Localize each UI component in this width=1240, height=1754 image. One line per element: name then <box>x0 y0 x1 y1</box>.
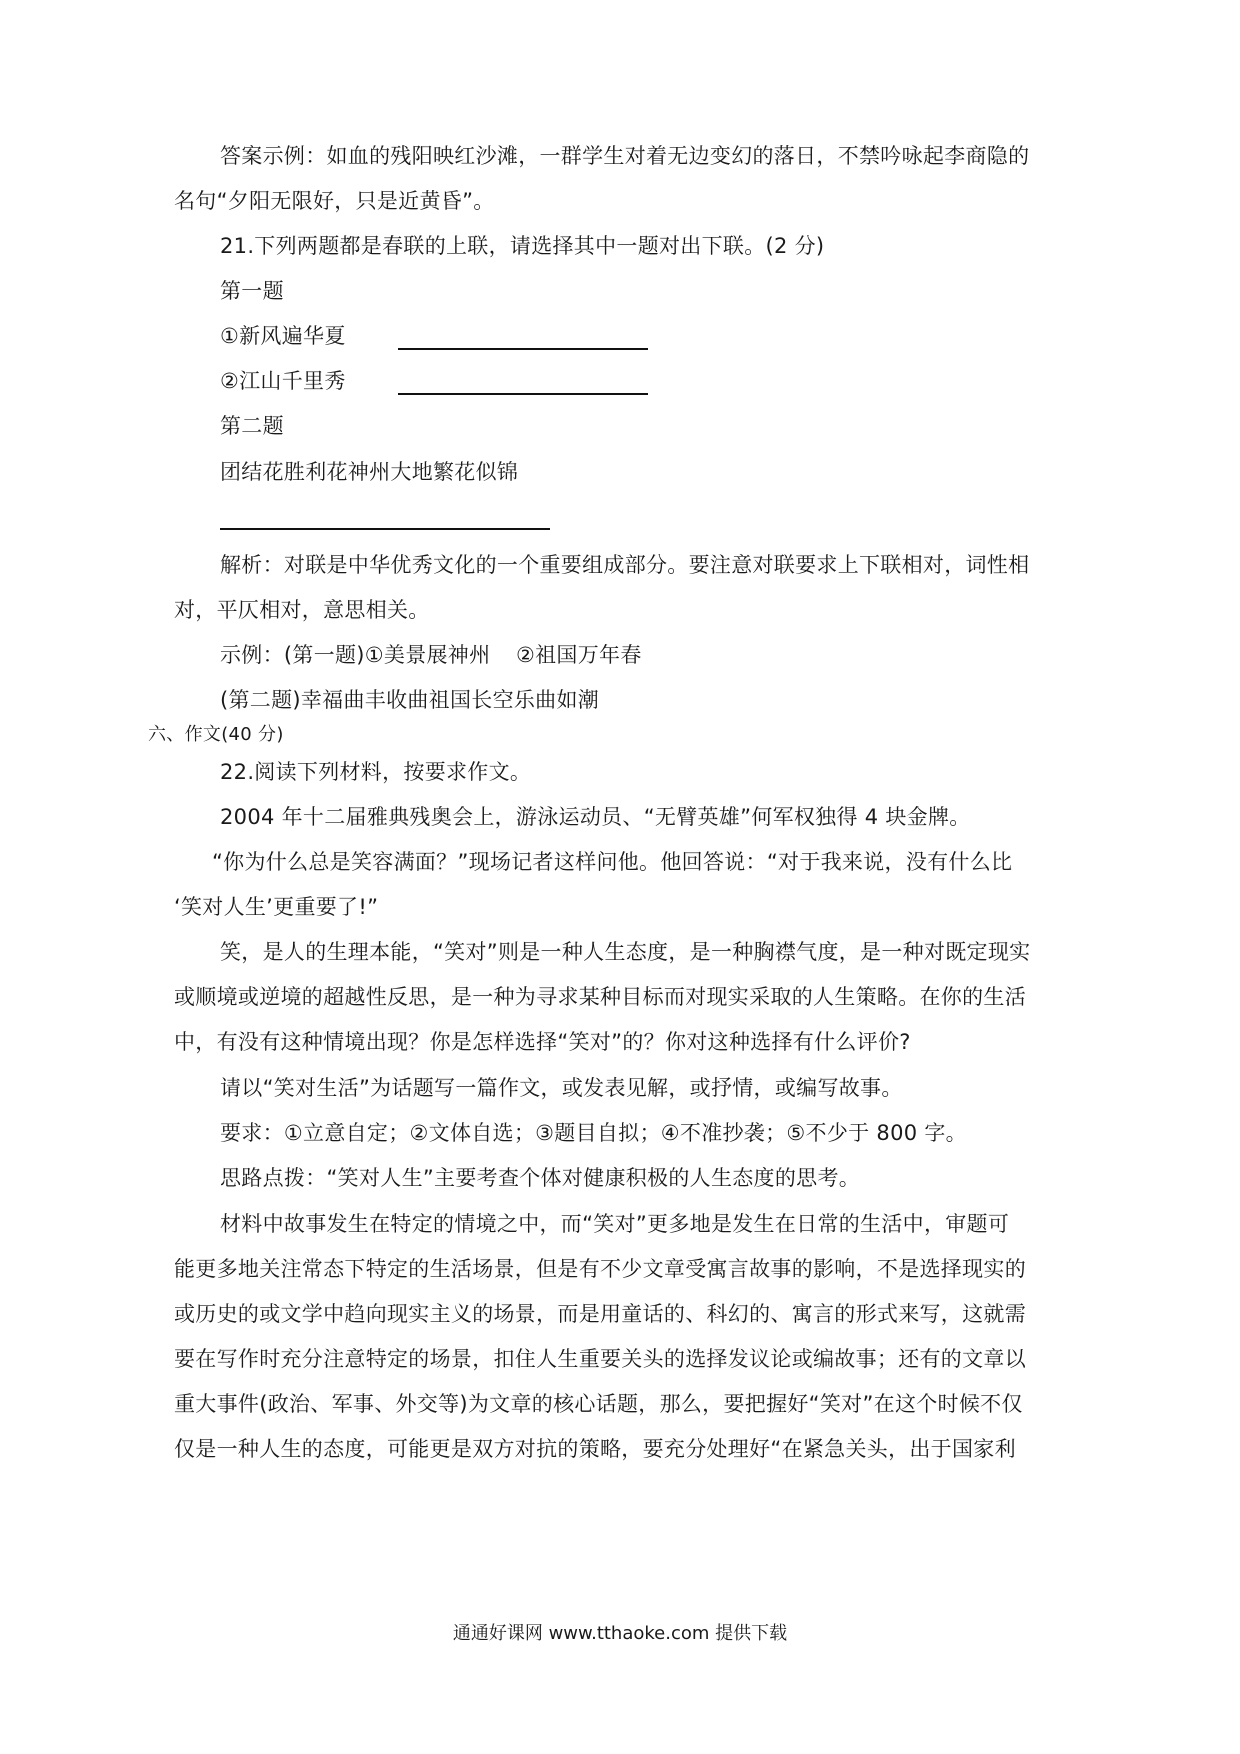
material-paragraph-1: 2004 年十二届雅典残奥会上，游泳运动员、“无臂英雄”何军权独得 4 块金牌。 <box>220 805 971 829</box>
example-line-1-first: 示例：(第一题)①美景展神州 <box>220 643 491 667</box>
question-21-part-1-label: 第一题 <box>220 279 284 303</box>
discussion-line-1: 材料中故事发生在特定的情境之中，而“笑对”更多地是发生在日常的生活中，审题可 <box>220 1212 1010 1236</box>
question-21-prompt: 21.下列两题都是春联的上联，请选择其中一题对出下联。(2 分) <box>220 234 825 258</box>
answer-example-line-1: 答案示例：如血的残阳映红沙滩，一群学生对着无边变幻的落日，不禁吟咏起李商隐的 <box>220 144 1030 168</box>
material-paragraph-2-line-1: “你为什么总是笑容满面？”现场记者这样问他。他回答说：“对于我来说，没有什么比 <box>212 850 1013 874</box>
couplet-item-1: ①新风遍华夏 <box>220 324 346 348</box>
discussion-line-6: 仅是一种人生的态度，可能更是双方对抗的策略，要充分处理好“在紧急关头，出于国家利 <box>174 1437 1016 1461</box>
material-paragraph-3-line-3: 中，有没有这种情境出现？你是怎样选择“笑对”的？你对这种选择有什么评价? <box>174 1030 911 1054</box>
discussion-line-5: 重大事件(政治、军事、外交等)为文章的核心话题，那么，要把握好“笑对”在这个时候不仅 <box>174 1392 1023 1416</box>
couplet-item-2: ②江山千里秀 <box>220 369 346 393</box>
example-line-1-second: ②祖国万年春 <box>516 643 642 667</box>
answer-blank-2[interactable] <box>398 393 648 395</box>
couplet-upper-line: 团结花胜利花神州大地繁花似锦 <box>220 460 519 484</box>
analysis-line-2: 对，平仄相对，意思相关。 <box>174 598 430 622</box>
analysis-line-1: 解析：对联是中华优秀文化的一个重要组成部分。要注意对联要求上下联相对，词性相 <box>220 553 1030 577</box>
discussion-line-3: 或历史的或文学中趋向现实主义的场景，而是用童话的、科幻的、寓言的形式来写，这就需 <box>174 1302 1026 1326</box>
requirements: 要求：①立意自定；②文体自选；③题目自拟；④不准抄袭；⑤不少于 800 字。 <box>220 1121 967 1145</box>
hint-paragraph: 思路点拨：“笑对人生”主要考查个体对健康积极的人生态度的思考。 <box>220 1166 861 1190</box>
material-paragraph-3-line-1: 笑，是人的生理本能，“笑对”则是一种人生态度，是一种胸襟气度，是一种对既定现实 <box>220 940 1031 964</box>
discussion-line-4: 要在写作时充分注意特定的场景，扣住人生重要关头的选择发议论或编故事；还有的文章以 <box>174 1347 1026 1371</box>
material-paragraph-3-line-2: 或顺境或逆境的超越性反思，是一种为寻求某种目标而对现实采取的人生策略。在你的生活 <box>174 985 1026 1009</box>
question-21-part-2-label: 第二题 <box>220 414 284 438</box>
material-paragraph-2-line-2: ‘笑对人生’更重要了!” <box>174 895 379 919</box>
example-line-2: (第二题)幸福曲丰收曲祖国长空乐曲如潮 <box>220 688 600 712</box>
answer-blank-3[interactable] <box>220 528 550 530</box>
page-footer: 通通好课网 www.tthaoke.com 提供下载 <box>452 1623 788 1644</box>
answer-example-line-2: 名句“夕阳无限好，只是近黄昏”。 <box>174 189 495 213</box>
discussion-line-2: 能更多地关注常态下特定的生活场景，但是有不少文章受寓言故事的影响，不是选择现实的 <box>174 1257 1026 1281</box>
answer-blank-1[interactable] <box>398 348 648 350</box>
question-22-prompt: 22.阅读下列材料，按要求作文。 <box>220 760 532 784</box>
topic-instruction: 请以“笑对生活”为话题写一篇作文，或发表见解，或抒情，或编写故事。 <box>220 1076 903 1100</box>
section-6-heading: 六、作文(40 分) <box>148 724 284 745</box>
